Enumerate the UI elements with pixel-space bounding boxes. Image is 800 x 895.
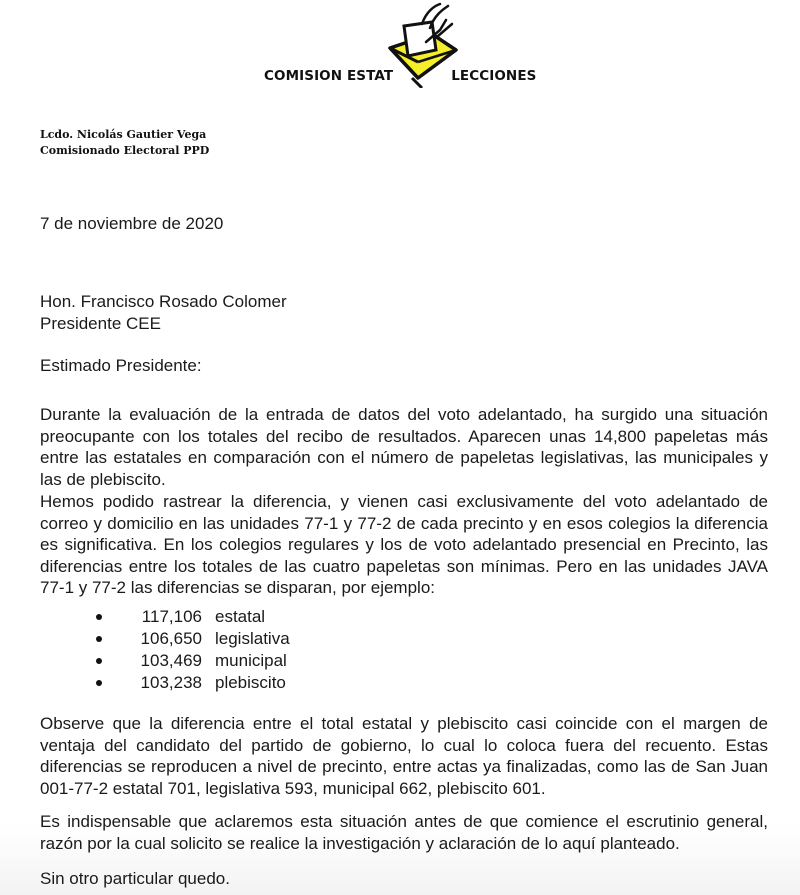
ballot-totals-list — [96, 606, 290, 694]
bullet-icon — [96, 658, 102, 664]
paragraph-3: Observe que la diferencia entre el total estatal y plebiscito casi coincide con el margen de ventaja del candidato del partido de gobierno, lo cual lo coloca fuera del recuento. Estas diferencias se reproducen a nivel de precinto, entre actas ya finalizadas, como las de San Juan 001-77-2 estatal 701, legislativa 593, municipal 662, plebiscito 601. — [40, 714, 768, 798]
paragraph-1: Durante la evaluación de la entrada de datos del voto adelantado, ha surgido una situación preocupante con los totales del recibo de resultados. Aparecen unas 14,800 papeletas más entre las estatales en comparación con el número de papeletas legislativas, las municipales y las de plebiscito. — [40, 405, 768, 489]
letterhead-title: COMISION ESTAT LECCIONES — [264, 68, 537, 84]
salutation: Estimado Presidente: — [40, 356, 202, 375]
recipient-title: Presidente CEE — [40, 313, 161, 333]
ballot-count: 103,469 — [140, 651, 202, 670]
ballot-count: 117,106 — [141, 607, 202, 626]
bullet-icon — [96, 636, 102, 642]
recipient-block — [40, 291, 768, 334]
letter-date: 7 de noviembre de 2020 — [40, 214, 224, 233]
list-item — [96, 606, 290, 628]
ballot-type: plebiscito — [215, 673, 286, 692]
sender-name: Lcdo. Nicolás Gautier Vega — [40, 128, 207, 141]
list-item — [96, 672, 290, 694]
ballot-type: legislativa — [215, 629, 290, 648]
closing-line: Sin otro particular quedo. — [40, 869, 230, 888]
sender-block — [40, 127, 209, 159]
ballot-count: 106,650 — [140, 629, 202, 648]
list-item — [96, 628, 290, 650]
list-item — [96, 650, 290, 672]
ballot-type: estatal — [215, 607, 266, 626]
ballot-count: 103,238 — [140, 673, 202, 692]
paragraph-4: Es indispensable que aclaremos esta situación antes de que comience el escrutinio general, razón por la cual solicito se realice la investigación y aclaración de lo aquí planteado. — [40, 812, 768, 853]
ballot-type: municipal — [215, 651, 287, 670]
bullet-icon — [96, 614, 102, 620]
bullet-icon — [96, 680, 102, 686]
paragraph-2: Hemos podido rastrear la diferencia, y vienen casi exclusivamente del voto adelantado de correo y domicilio en las unidades 77-1 y 77-2 de cada precinto y en esos colegios la diferencia es significativa. En los colegios regulares y los de voto adelantado presencial en Precinto, las diferencias entre los totales de las cuatro papeletas son mínimas. Pero en las unidades JAVA 77-1 y 77-2 las diferencias se disparan, por ejemplo: — [40, 492, 768, 597]
sender-position: Comisionado Electoral PPD — [40, 144, 210, 157]
recipient-name: Hon. Francisco Rosado Colomer — [40, 292, 287, 311]
